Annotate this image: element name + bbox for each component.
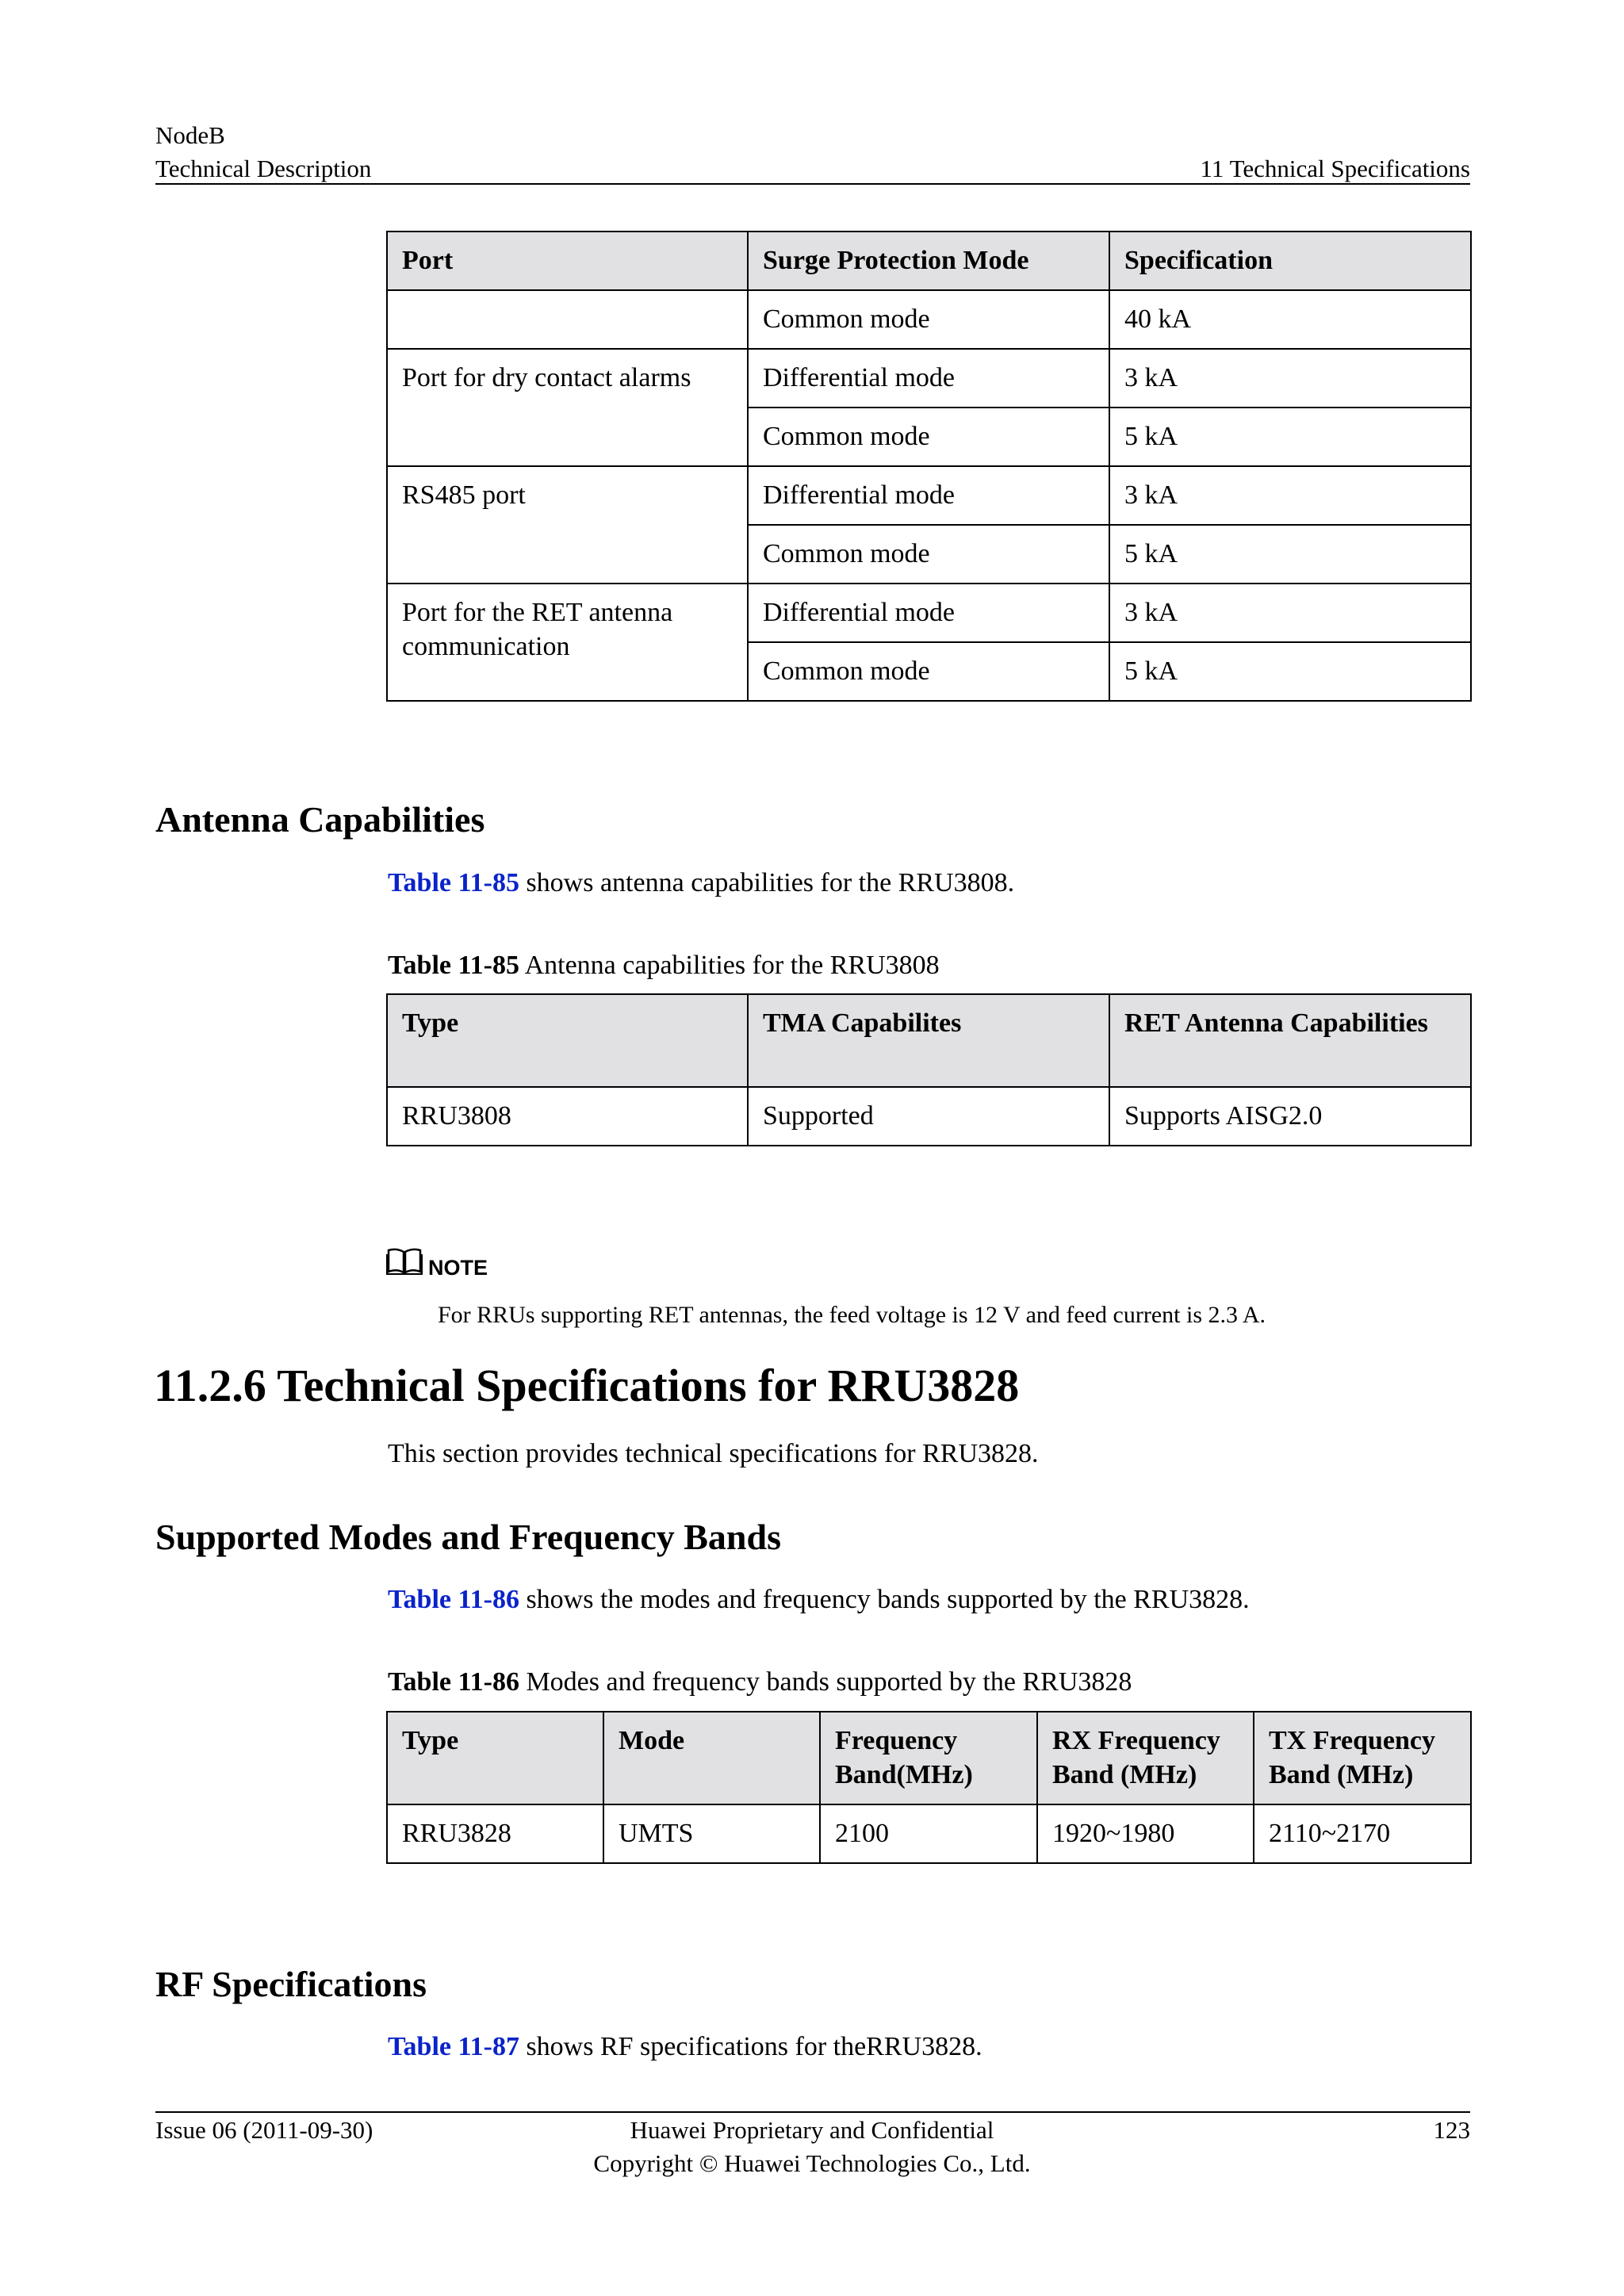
caption-text: Antenna capabilities for the RRU3808 bbox=[519, 951, 940, 980]
table-cell-spec: 3 kA bbox=[1109, 349, 1471, 408]
header-doc-title: Technical Description bbox=[155, 155, 372, 182]
table-cell: RRU3828 bbox=[387, 1804, 603, 1863]
header-product: NodeB bbox=[155, 121, 225, 149]
table-cell-port: Port for dry contact alarms bbox=[387, 349, 748, 466]
antenna-capabilities-heading: Antenna Capabilities bbox=[155, 799, 485, 840]
table-cell: 2100 bbox=[820, 1804, 1037, 1863]
table-cell: UMTS bbox=[603, 1804, 820, 1863]
table-cell-mode: Differential mode bbox=[748, 466, 1109, 525]
table-header-cell: TX Frequency Band (MHz) bbox=[1254, 1712, 1471, 1804]
table-cell-spec: 40 kA bbox=[1109, 290, 1471, 349]
table-11-85-link[interactable]: Table 11-85 bbox=[388, 868, 519, 897]
surge-protection-table bbox=[386, 231, 1472, 702]
table-cell-mode: Differential mode bbox=[748, 584, 1109, 642]
modes-intro-paragraph bbox=[388, 1582, 1250, 1617]
modes-heading: Supported Modes and Frequency Bands bbox=[155, 1517, 781, 1557]
table-cell-spec: 5 kA bbox=[1109, 408, 1471, 466]
table-header-cell: RET Antenna Capabilities bbox=[1109, 994, 1471, 1087]
antenna-intro-paragraph bbox=[388, 866, 1014, 901]
modes-intro-text: shows the modes and frequency bands supported by the RRU3828. bbox=[519, 1585, 1250, 1614]
table-cell-spec: 5 kA bbox=[1109, 525, 1471, 584]
table-row bbox=[387, 290, 1471, 349]
table-header-cell: Mode bbox=[603, 1712, 820, 1804]
table-row bbox=[387, 584, 1471, 642]
footer-confidential: Huawei Proprietary and Confidential bbox=[630, 2116, 994, 2144]
table-header-row bbox=[387, 1712, 1471, 1804]
table-11-86-caption bbox=[388, 1665, 1132, 1700]
rf-specifications-heading: RF Specifications bbox=[155, 1964, 427, 2004]
table-header-cell: TMA Capabilites bbox=[748, 994, 1109, 1087]
section-heading: 11.2.6 Technical Specifications for RRU3828 bbox=[154, 1360, 1020, 1411]
table-header-cell: Surge Protection Mode bbox=[748, 232, 1109, 290]
table-row bbox=[387, 349, 1471, 408]
antenna-capabilities-table bbox=[386, 993, 1472, 1146]
table-cell: Supports AISG2.0 bbox=[1109, 1087, 1471, 1146]
table-row bbox=[387, 1087, 1471, 1146]
table-cell-port: Port for the RET antenna communication bbox=[387, 584, 748, 701]
table-header-cell: Frequency Band(MHz) bbox=[820, 1712, 1037, 1804]
note-text: For RRUs supporting RET antennas, the feed voltage is 12 V and feed current is 2.3 A. bbox=[438, 1302, 1266, 1328]
table-cell: Supported bbox=[748, 1087, 1109, 1146]
footer-copyright: Copyright © Huawei Technologies Co., Ltd. bbox=[593, 2149, 1031, 2177]
table-cell-spec: 3 kA bbox=[1109, 466, 1471, 525]
table-cell: RRU3808 bbox=[387, 1087, 748, 1146]
section-intro: This section provides technical specifications for RRU3828. bbox=[388, 1439, 1039, 1468]
table-cell-port bbox=[387, 290, 748, 349]
table-cell: 1920~1980 bbox=[1037, 1804, 1254, 1863]
header-chapter: 11 Technical Specifications bbox=[1200, 155, 1470, 182]
footer-rule bbox=[155, 2111, 1470, 2113]
rf-intro-text: shows RF specifications for theRRU3828. bbox=[519, 2032, 982, 2061]
table-header-cell: RX Frequency Band (MHz) bbox=[1037, 1712, 1254, 1804]
table-header-cell: Type bbox=[387, 1712, 603, 1804]
table-cell-mode: Common mode bbox=[748, 525, 1109, 584]
table-header-row bbox=[387, 232, 1471, 290]
footer-issue: Issue 06 (2011-09-30) bbox=[155, 2116, 373, 2144]
table-cell-port: RS485 port bbox=[387, 466, 748, 584]
table-cell-mode: Common mode bbox=[748, 408, 1109, 466]
antenna-intro-text: shows antenna capabilities for the RRU3808. bbox=[519, 868, 1015, 897]
modes-frequency-table bbox=[386, 1711, 1472, 1864]
header-rule bbox=[155, 183, 1470, 185]
rf-intro-paragraph bbox=[388, 2030, 982, 2064]
note-label: NOTE bbox=[428, 1256, 488, 1280]
table-header-cell: Type bbox=[387, 994, 748, 1087]
caption-label: Table 11-85 bbox=[388, 951, 519, 980]
table-header-cell: Specification bbox=[1109, 232, 1471, 290]
caption-label: Table 11-86 bbox=[388, 1667, 519, 1697]
table-cell-spec: 3 kA bbox=[1109, 584, 1471, 642]
table-cell-mode: Common mode bbox=[748, 290, 1109, 349]
table-cell-mode: Differential mode bbox=[748, 349, 1109, 408]
table-header-row bbox=[387, 994, 1471, 1087]
table-11-87-link[interactable]: Table 11-87 bbox=[388, 2032, 519, 2061]
note-book-icon bbox=[386, 1247, 423, 1280]
table-cell-mode: Common mode bbox=[748, 642, 1109, 701]
table-row bbox=[387, 466, 1471, 525]
table-cell-spec: 5 kA bbox=[1109, 642, 1471, 701]
caption-text: Modes and frequency bands supported by the RRU3828 bbox=[519, 1667, 1132, 1697]
table-row bbox=[387, 1804, 1471, 1863]
footer-page-number: 123 bbox=[1433, 2116, 1470, 2144]
table-cell: 2110~2170 bbox=[1254, 1804, 1471, 1863]
table-header-cell: Port bbox=[387, 232, 748, 290]
table-11-86-link[interactable]: Table 11-86 bbox=[388, 1585, 519, 1614]
table-11-85-caption bbox=[388, 948, 940, 983]
